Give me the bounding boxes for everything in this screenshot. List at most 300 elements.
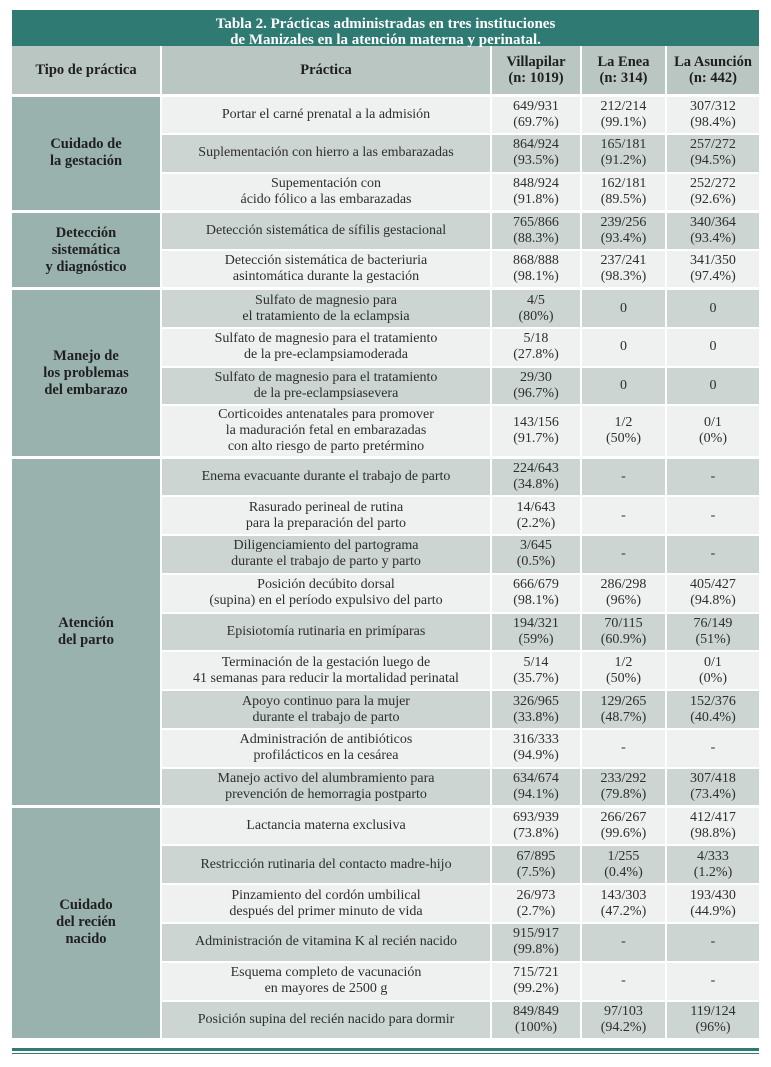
practice-text-line: Esquema completo de vacunación <box>230 965 422 981</box>
villapilar-value: (59%) <box>518 631 554 647</box>
laenea-value-cell <box>581 211 666 250</box>
laenea-value: 212/214 <box>600 98 647 114</box>
laasuncion-value-cell <box>666 1001 759 1040</box>
practices-table <box>12 46 759 1041</box>
laasuncion-value-cell <box>666 457 759 496</box>
villapilar-value-cell <box>491 962 581 1001</box>
laenea-value: (98.3%) <box>600 269 647 285</box>
laasuncion-value: 193/430 <box>690 887 736 903</box>
villapilar-value-cell <box>491 457 581 496</box>
laasuncion-value: (93.4%) <box>690 231 736 247</box>
villapilar-value-cell <box>491 884 581 923</box>
laenea-value-cell <box>581 574 666 613</box>
category-label-line: del recién <box>56 914 116 931</box>
villapilar-value: 849/849 <box>513 1003 559 1019</box>
laasuncion-value-cell <box>666 690 759 729</box>
laenea-value: 129/265 <box>600 693 647 709</box>
laasuncion-value-cell <box>666 729 759 768</box>
villapilar-value-cell <box>491 651 581 690</box>
villapilar-value: 29/30 <box>520 369 552 385</box>
laenea-value: 239/256 <box>600 215 647 231</box>
villapilar-value: 326/965 <box>513 693 559 709</box>
practice-text-line: Detección sistemática de sífilis gestacional <box>205 223 447 239</box>
laenea-value: 0 <box>620 377 627 393</box>
villapilar-value-cell <box>491 289 581 328</box>
villapilar-value: (100%) <box>515 1019 557 1035</box>
bottom-rule-thin <box>12 1053 759 1054</box>
villapilar-value: 4/5 <box>527 292 545 308</box>
header-tipo: Tipo de práctica <box>12 46 161 95</box>
laasuncion-value: 119/124 <box>690 1003 736 1019</box>
laenea-value: - <box>621 740 626 756</box>
laasuncion-value: 341/350 <box>690 253 736 269</box>
villapilar-value: 693/939 <box>513 810 559 826</box>
laasuncion-value: 307/312 <box>690 98 736 114</box>
laenea-value-cell <box>581 845 666 884</box>
villapilar-value: 26/973 <box>516 887 556 903</box>
laasuncion-value: 307/418 <box>690 770 736 786</box>
laasuncion-value: 4/333 <box>697 848 729 864</box>
header-practica: Práctica <box>161 46 491 95</box>
practice-cell <box>161 328 491 367</box>
laasuncion-value: 0 <box>709 377 717 393</box>
laenea-value: (47.2%) <box>600 903 647 919</box>
category-cell <box>12 457 161 806</box>
practice-cell <box>161 651 491 690</box>
practice-cell <box>161 729 491 768</box>
category-label-line: Detección <box>55 224 117 241</box>
villapilar-value: 864/924 <box>513 137 559 153</box>
practice-cell <box>161 613 491 652</box>
villapilar-value: (93.5%) <box>513 153 559 169</box>
villapilar-value: 715/721 <box>513 965 559 981</box>
villapilar-value-cell <box>491 496 581 535</box>
villapilar-value: (80%) <box>518 308 554 324</box>
table-container <box>12 10 759 1041</box>
laenea-value: (79.8%) <box>600 786 647 802</box>
category-label-line: Cuidado <box>59 897 113 914</box>
laasuncion-value-cell <box>666 807 759 846</box>
villapilar-value: (7.5%) <box>516 864 556 880</box>
laenea-value-cell <box>581 289 666 328</box>
header-laenea-n: (n: 314) <box>599 69 648 86</box>
header-laenea <box>581 46 666 95</box>
laenea-value: 70/115 <box>604 615 643 631</box>
practice-text-line: (supina) en el período expulsivo del parto <box>209 593 443 609</box>
villapilar-value: 649/931 <box>513 98 559 114</box>
villapilar-value: (34.8%) <box>513 477 559 493</box>
villapilar-value: 848/924 <box>513 175 559 191</box>
villapilar-value: (0.5%) <box>516 554 556 570</box>
laasuncion-value: (94.5%) <box>690 153 736 169</box>
laasuncion-value-cell <box>666 845 759 884</box>
villapilar-value: 67/895 <box>516 848 556 864</box>
villapilar-value: 666/679 <box>513 577 559 593</box>
laenea-value: (50%) <box>606 431 641 447</box>
practice-cell <box>161 923 491 962</box>
laasuncion-value: 0 <box>709 339 717 355</box>
category-label-line: los problemas <box>43 364 129 381</box>
header-row <box>12 46 759 95</box>
laenea-value-cell <box>581 134 666 173</box>
practice-text-line: Restricción rutinaria del contacto madre-hijo <box>200 856 452 872</box>
laenea-value-cell <box>581 405 666 457</box>
villapilar-value-cell <box>491 845 581 884</box>
practice-text-line: de la pre-eclampsiamoderada <box>243 347 409 363</box>
laenea-value: (48.7%) <box>600 709 647 725</box>
category-label-line: del embarazo <box>44 381 128 398</box>
laenea-value-cell <box>581 651 666 690</box>
practice-cell <box>161 962 491 1001</box>
villapilar-value-cell <box>491 535 581 574</box>
villapilar-value-cell <box>491 807 581 846</box>
villapilar-value: 316/333 <box>513 732 559 748</box>
practice-cell <box>161 289 491 328</box>
laasuncion-value: 405/427 <box>690 577 736 593</box>
laasuncion-value: 252/272 <box>690 175 736 191</box>
laasuncion-value-cell <box>666 328 759 367</box>
laenea-value-cell <box>581 729 666 768</box>
laenea-value-cell <box>581 535 666 574</box>
practice-cell <box>161 95 491 134</box>
laasuncion-value-cell <box>666 768 759 807</box>
category-label-line: nacido <box>65 931 107 948</box>
practice-text-line: Terminación de la gestación luego de <box>221 654 431 670</box>
villapilar-value-cell <box>491 328 581 367</box>
practice-text-line: profilácticos en la cesárea <box>253 748 399 764</box>
header-villapilar-name: Villapilar <box>506 53 566 70</box>
laasuncion-value: (44.9%) <box>690 903 736 919</box>
practice-text-line: Rasurado perineal de rutina <box>248 499 404 515</box>
villapilar-value: (91.7%) <box>513 431 559 447</box>
villapilar-value: (99.8%) <box>513 942 559 958</box>
laenea-value: 1/255 <box>607 848 640 864</box>
laasuncion-value-cell <box>666 289 759 328</box>
practice-cell <box>161 535 491 574</box>
villapilar-value: (94.1%) <box>513 786 559 802</box>
villapilar-value: (99.2%) <box>513 981 559 997</box>
villapilar-value: (69.7%) <box>513 114 559 130</box>
laasuncion-value: 340/364 <box>690 215 736 231</box>
header-villapilar-n: (n: 1019) <box>508 69 564 86</box>
table-row <box>12 807 759 846</box>
laenea-value-cell <box>581 367 666 406</box>
practice-text-line: Pinzamiento del cordón umbilical <box>231 887 421 903</box>
practice-text-line: asintomática durante la gestación <box>232 269 420 285</box>
laasuncion-value: 152/376 <box>690 693 736 709</box>
laasuncion-value: (96%) <box>695 1019 731 1035</box>
laenea-value: (96%) <box>606 593 641 609</box>
laasuncion-value-cell <box>666 95 759 134</box>
laasuncion-value: (1.2%) <box>693 864 733 880</box>
laasuncion-value: (92.6%) <box>690 191 736 207</box>
villapilar-value-cell <box>491 574 581 613</box>
laenea-value-cell <box>581 95 666 134</box>
practice-cell <box>161 457 491 496</box>
laenea-value: - <box>621 973 626 989</box>
laenea-value: - <box>621 934 626 950</box>
laasuncion-value: (0%) <box>699 670 727 686</box>
table-title <box>12 10 759 46</box>
practice-text-line: prevención de hemorragia postparto <box>225 786 427 802</box>
table-row <box>12 211 759 250</box>
practice-cell <box>161 690 491 729</box>
laenea-value-cell <box>581 923 666 962</box>
laenea-value: (93.4%) <box>600 231 647 247</box>
practice-text-line: Episiotomía rutinaria en primíparas <box>226 623 426 639</box>
laenea-value-cell <box>581 884 666 923</box>
laenea-value-cell <box>581 768 666 807</box>
villapilar-value-cell <box>491 95 581 134</box>
category-label-line: sistemática <box>51 241 121 258</box>
header-laasuncion <box>666 46 759 95</box>
practice-text-line: Posición supina del recién nacido para dormir <box>197 1011 455 1027</box>
villapilar-value: (27.8%) <box>513 347 559 363</box>
practice-text-line: Sulfato de magnesio para el tratamiento <box>214 369 438 385</box>
header-laasuncion-name: La Asunción <box>674 53 752 70</box>
practice-cell <box>161 1001 491 1040</box>
header-villapilar <box>491 46 581 95</box>
practice-text-line: Sulfato de magnesio para <box>255 292 397 308</box>
laasuncion-value: (73.4%) <box>690 786 736 802</box>
practice-text-line: después del primer minuto de vida <box>229 903 423 919</box>
villapilar-value: (96.7%) <box>513 385 559 401</box>
laenea-value-cell <box>581 457 666 496</box>
practice-text-line: Detección sistemática de bacteriuria <box>224 253 428 269</box>
bottom-rule <box>12 1048 759 1051</box>
laasuncion-value: 0 <box>709 300 717 316</box>
practice-text-line: Administración de vitamina K al recién nacido <box>194 934 458 950</box>
practice-text-line: Diligenciamiento del partograma <box>233 538 419 554</box>
laasuncion-value-cell <box>666 574 759 613</box>
villapilar-value: 868/888 <box>513 253 559 269</box>
villapilar-value: (2.2%) <box>516 515 556 531</box>
laasuncion-value: 412/417 <box>690 810 736 826</box>
villapilar-value: 765/866 <box>513 215 559 231</box>
villapilar-value-cell <box>491 729 581 768</box>
villapilar-value: 224/643 <box>513 461 559 477</box>
villapilar-value-cell <box>491 367 581 406</box>
practice-text-line: Portar el carné prenatal a la admisión <box>221 106 431 122</box>
practice-text-line: Suplementación con hierro a las embarazadas <box>198 145 454 161</box>
laenea-value: (50%) <box>606 670 641 686</box>
laasuncion-value: - <box>710 546 716 562</box>
practice-text-line: Administración de antibióticos <box>239 732 413 748</box>
practice-cell <box>161 134 491 173</box>
laasuncion-value-cell <box>666 134 759 173</box>
practice-cell <box>161 405 491 457</box>
laenea-value: 0 <box>620 339 627 355</box>
villapilar-value: (35.7%) <box>513 670 559 686</box>
table-row <box>12 289 759 328</box>
laenea-value: 237/241 <box>600 253 647 269</box>
laasuncion-value-cell <box>666 962 759 1001</box>
villapilar-value: 5/18 <box>523 331 549 347</box>
laasuncion-value: 257/272 <box>690 137 736 153</box>
laenea-value: (99.1%) <box>600 114 647 130</box>
practice-text-line: Apoyo continuo para la mujer <box>242 693 410 709</box>
practice-text-line: en mayores de 2500 g <box>264 981 388 997</box>
category-cell <box>12 289 161 457</box>
laenea-value-cell <box>581 328 666 367</box>
practice-text-line: el tratamiento de la eclampsia <box>242 308 410 324</box>
laasuncion-value: (94.8%) <box>690 593 736 609</box>
laasuncion-value: - <box>710 507 716 523</box>
laasuncion-value-cell <box>666 250 759 289</box>
practice-text-line: durante el trabajo de parto y parto <box>231 554 421 570</box>
laenea-value-cell <box>581 962 666 1001</box>
laasuncion-value-cell <box>666 173 759 212</box>
laenea-value-cell <box>581 613 666 652</box>
laasuncion-value: (97.4%) <box>690 269 736 285</box>
laenea-value: - <box>621 469 626 485</box>
laenea-value: (94.2%) <box>600 1019 647 1035</box>
practice-text-line: con alto riesgo de parto pretérmino <box>227 439 425 455</box>
villapilar-value: 143/156 <box>513 415 559 431</box>
header-laasuncion-n: (n: 442) <box>689 69 737 86</box>
laasuncion-value-cell <box>666 884 759 923</box>
practice-text-line: para la preparación del parto <box>245 515 407 531</box>
table-row <box>12 457 759 496</box>
laenea-value-cell <box>581 496 666 535</box>
villapilar-value: 14/643 <box>516 499 556 515</box>
practice-cell <box>161 496 491 535</box>
practice-cell <box>161 884 491 923</box>
table-body <box>12 95 759 1039</box>
villapilar-value: 634/674 <box>513 770 559 786</box>
category-label-line: Atención <box>58 614 114 631</box>
villapilar-value: (98.1%) <box>513 593 559 609</box>
laasuncion-value-cell <box>666 211 759 250</box>
villapilar-value-cell <box>491 250 581 289</box>
category-cell <box>12 211 161 289</box>
laasuncion-value-cell <box>666 923 759 962</box>
laasuncion-value: (98.4%) <box>690 114 736 130</box>
villapilar-value-cell <box>491 768 581 807</box>
laenea-value: (60.9%) <box>600 631 647 647</box>
laenea-value: (99.6%) <box>600 826 647 842</box>
practice-text-line: Manejo activo del alumbramiento para <box>217 770 435 786</box>
villapilar-value: (98.1%) <box>513 269 559 285</box>
practice-text-line: 41 semanas para reducir la mortalidad perinatal <box>193 670 459 686</box>
laenea-value-cell <box>581 690 666 729</box>
laenea-value-cell <box>581 173 666 212</box>
laasuncion-value-cell <box>666 367 759 406</box>
laasuncion-value: - <box>710 469 716 485</box>
practice-cell <box>161 211 491 250</box>
laenea-value: - <box>621 546 626 562</box>
villapilar-value: (33.8%) <box>513 709 559 725</box>
laasuncion-value: (0%) <box>699 431 727 447</box>
laenea-value: 165/181 <box>600 137 647 153</box>
laasuncion-value: 0/1 <box>704 415 722 431</box>
laenea-value: 143/303 <box>600 887 647 903</box>
laasuncion-value-cell <box>666 496 759 535</box>
villapilar-value: (94.9%) <box>513 748 559 764</box>
category-label-line: del parto <box>58 631 114 648</box>
laasuncion-value: - <box>710 934 716 950</box>
practice-text-line: Supementación con <box>270 175 382 191</box>
laasuncion-value: (51%) <box>695 631 731 647</box>
villapilar-value: (2.7%) <box>516 903 556 919</box>
laasuncion-value: (98.8%) <box>690 826 736 842</box>
villapilar-value: 5/14 <box>523 654 549 670</box>
practice-cell <box>161 574 491 613</box>
laenea-value: (0.4%) <box>604 864 643 880</box>
header-laenea-name: La Enea <box>597 53 650 70</box>
laenea-value: 1/2 <box>614 415 633 431</box>
practice-text-line: Lactancia materna exclusiva <box>246 818 406 834</box>
laenea-value: 286/298 <box>600 577 647 593</box>
laasuncion-value: - <box>710 973 716 989</box>
practice-text-line: la maduración fetal en embarazadas <box>225 423 427 439</box>
category-label-line: Manejo de <box>53 347 119 364</box>
laasuncion-value-cell <box>666 405 759 457</box>
practice-text-line: ácido fólico a las embarazadas <box>240 191 412 207</box>
table-title-line-1: Tabla 2. Prácticas administradas en tres instituciones <box>215 16 556 32</box>
villapilar-value-cell <box>491 134 581 173</box>
villapilar-value-cell <box>491 923 581 962</box>
laenea-value: (89.5%) <box>600 191 647 207</box>
villapilar-value: 915/917 <box>513 926 559 942</box>
villapilar-value-cell <box>491 211 581 250</box>
laasuncion-value: - <box>710 740 716 756</box>
category-label-line: Cuidado de <box>50 136 122 153</box>
practice-text-line: Sulfato de magnesio para el tratamiento <box>214 331 438 347</box>
villapilar-value: (73.8%) <box>513 826 559 842</box>
practice-cell <box>161 367 491 406</box>
laenea-value: 162/181 <box>600 175 647 191</box>
practice-cell <box>161 807 491 846</box>
practice-text-line: de la pre-eclampsiasevera <box>253 385 399 401</box>
villapilar-value-cell <box>491 690 581 729</box>
laenea-value-cell <box>581 250 666 289</box>
laenea-value: 266/267 <box>600 810 647 826</box>
practice-text-line: Posición decúbito dorsal <box>257 577 395 593</box>
laasuncion-value: (40.4%) <box>690 709 736 725</box>
category-label-line: y diagnóstico <box>45 258 127 275</box>
villapilar-value-cell <box>491 405 581 457</box>
table-title-line-2: de Manizales en la atención materna y perinatal. <box>230 32 541 48</box>
laasuncion-value: 0/1 <box>704 654 722 670</box>
laasuncion-value: 76/149 <box>693 615 733 631</box>
practice-cell <box>161 845 491 884</box>
villapilar-value: (88.3%) <box>513 231 559 247</box>
laasuncion-value-cell <box>666 535 759 574</box>
villapilar-value: 3/645 <box>520 538 552 554</box>
category-cell <box>12 95 161 211</box>
villapilar-value: 194/321 <box>513 615 559 631</box>
laenea-value: 233/292 <box>600 770 647 786</box>
practice-cell <box>161 768 491 807</box>
laenea-value: 97/103 <box>604 1003 643 1019</box>
category-cell <box>12 807 161 1040</box>
practice-cell <box>161 173 491 212</box>
practice-text-line: durante el trabajo de parto <box>252 709 400 725</box>
laenea-value-cell <box>581 807 666 846</box>
villapilar-value-cell <box>491 1001 581 1040</box>
villapilar-value: (91.8%) <box>513 191 559 207</box>
laenea-value: (91.2%) <box>600 153 647 169</box>
laenea-value: - <box>621 507 626 523</box>
practice-text-line: Corticoides antenatales para promover <box>218 407 434 423</box>
category-label-line: la gestación <box>49 153 123 170</box>
practice-cell <box>161 250 491 289</box>
villapilar-value-cell <box>491 173 581 212</box>
laenea-value-cell <box>581 1001 666 1040</box>
table-row <box>12 95 759 134</box>
villapilar-value-cell <box>491 613 581 652</box>
